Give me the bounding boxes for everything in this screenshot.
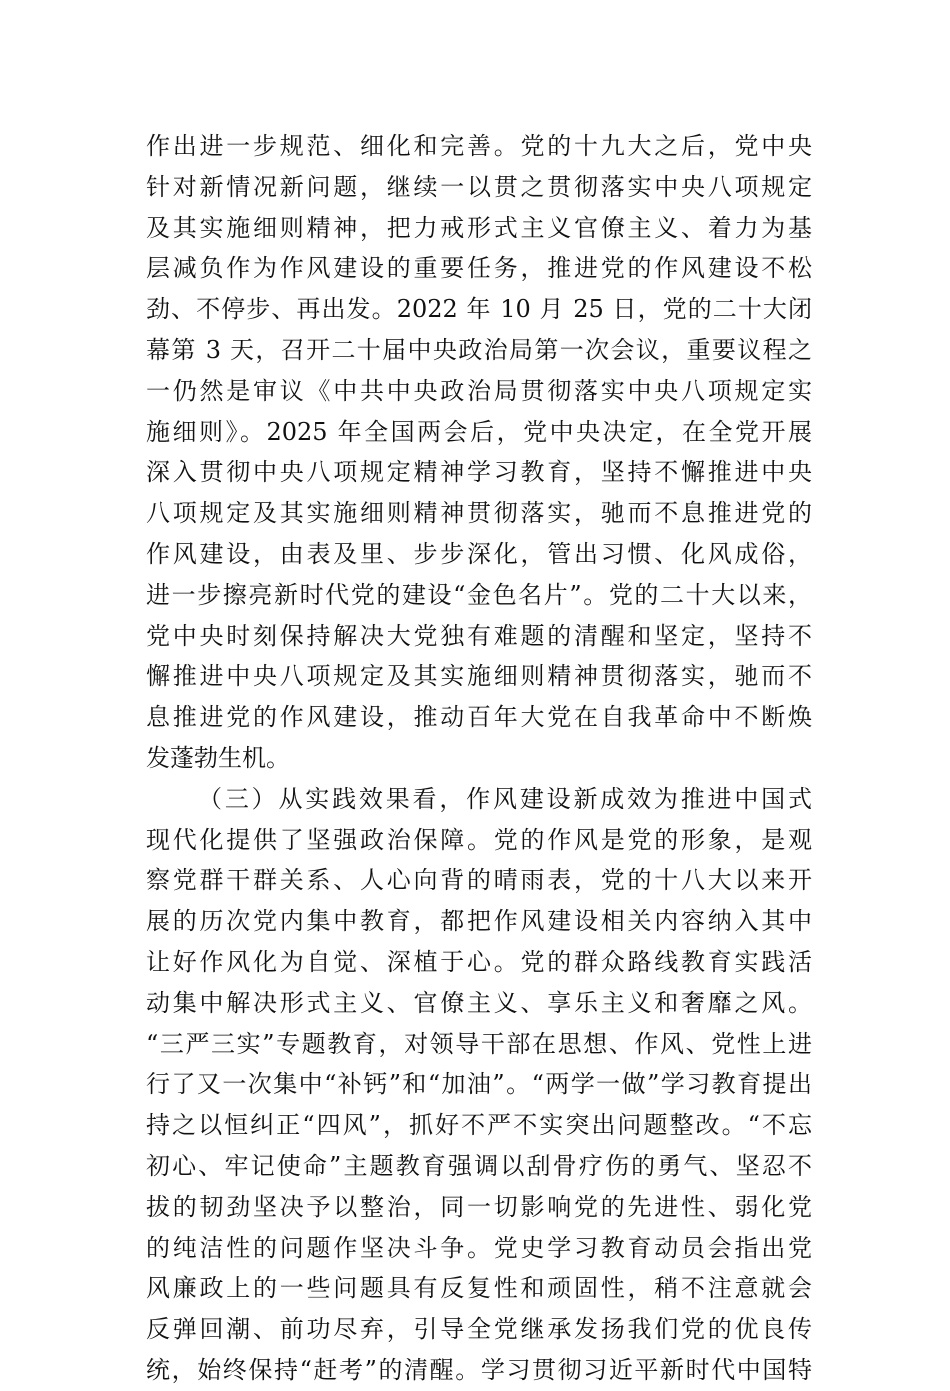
text-line: 施细则》。2025 年全国两会后，党中央决定，在全党开展 — [146, 417, 812, 446]
text-line: 察党群干群关系、人心向背的晴雨表，党的十八大以来开 — [146, 866, 812, 895]
text-line: 现代化提供了坚强政治保障。党的作风是党的形象，是观 — [146, 825, 812, 854]
text-line: 八项规定及其实施细则精神贯彻落实，驰而不息推进党的 — [146, 499, 812, 528]
text-line: 劲、不停步、再出发。2022 年 10 月 25 日，党的二十大闭 — [146, 295, 812, 324]
text-line: 动集中解决形式主义、官僚主义、享乐主义和奢靡之风。 — [146, 988, 812, 1017]
text-line: 作出进一步规范、细化和完善。党的十九大之后，党中央 — [146, 132, 812, 160]
text-line: 层减负作为作风建设的重要任务，推进党的作风建设不松 — [146, 254, 812, 283]
text-line: 一仍然是审议《中共中央政治局贯彻落实中央八项规定实 — [146, 376, 812, 405]
text-line: 拔的韧劲坚决予以整治，同一切影响党的先进性、弱化党 — [146, 1192, 812, 1221]
text-line: 作风建设，由表及里、步步深化，管出习惯、化风成俗， — [146, 539, 812, 568]
text-line: 风廉政上的一些问题具有反复性和顽固性，稍不注意就会 — [146, 1274, 812, 1303]
text-line: 持之以恒纠正“四风”，抓好不严不实突出问题整改。“不忘 — [146, 1111, 812, 1140]
text-line: “三严三实”专题教育，对领导干部在思想、作风、党性上进 — [146, 1029, 812, 1058]
text-line: 让好作风化为自觉、深植于心。党的群众路线教育实践活 — [146, 947, 812, 976]
text-line: 统，始终保持“赶考”的清醒。学习贯彻习近平新时代中国特 — [146, 1355, 812, 1384]
text-line: 党中央时刻保持解决大党独有难题的清醒和坚定，坚持不 — [146, 621, 812, 650]
text-line: 息推进党的作风建设，推动百年大党在自我革命中不断焕 — [146, 703, 812, 732]
text-line: 的纯洁性的问题作坚决斗争。党史学习教育动员会指出党 — [146, 1233, 812, 1262]
section-heading-line: （三）从实践效果看，作风建设新成效为推进中国式 — [198, 784, 812, 813]
text-line: 懈推进中央八项规定及其实施细则精神贯彻落实，驰而不 — [146, 662, 812, 691]
text-line: 进一步擦亮新时代党的建设“金色名片”。党的二十大以来， — [146, 580, 812, 609]
text-line: 行了又一次集中“补钙”和“加油”。“两学一做”学习教育提出 — [146, 1070, 812, 1099]
text-line: 初心、牢记使命”主题教育强调以刮骨疗伤的勇气、坚忍不 — [146, 1151, 812, 1180]
text-line: 针对新情况新问题，继续一以贯之贯彻落实中央八项规定 — [146, 172, 812, 201]
text-line: 深入贯彻中央八项规定精神学习教育，坚持不懈推进中央 — [146, 458, 812, 487]
body-text — [146, 126, 812, 1391]
text-line: 幕第 3 天，召开二十届中央政治局第一次会议，重要议程之 — [146, 335, 812, 364]
text-line: 展的历次党内集中教育，都把作风建设相关内容纳入其中 — [146, 907, 812, 936]
text-line: 发蓬勃生机。 — [146, 743, 290, 772]
text-line: 反弹回潮、前功尽弃，引导全党继承发扬我们党的优良传 — [146, 1315, 812, 1344]
text-line: 及其实施细则精神，把力戒形式主义官僚主义、着力为基 — [146, 213, 812, 242]
